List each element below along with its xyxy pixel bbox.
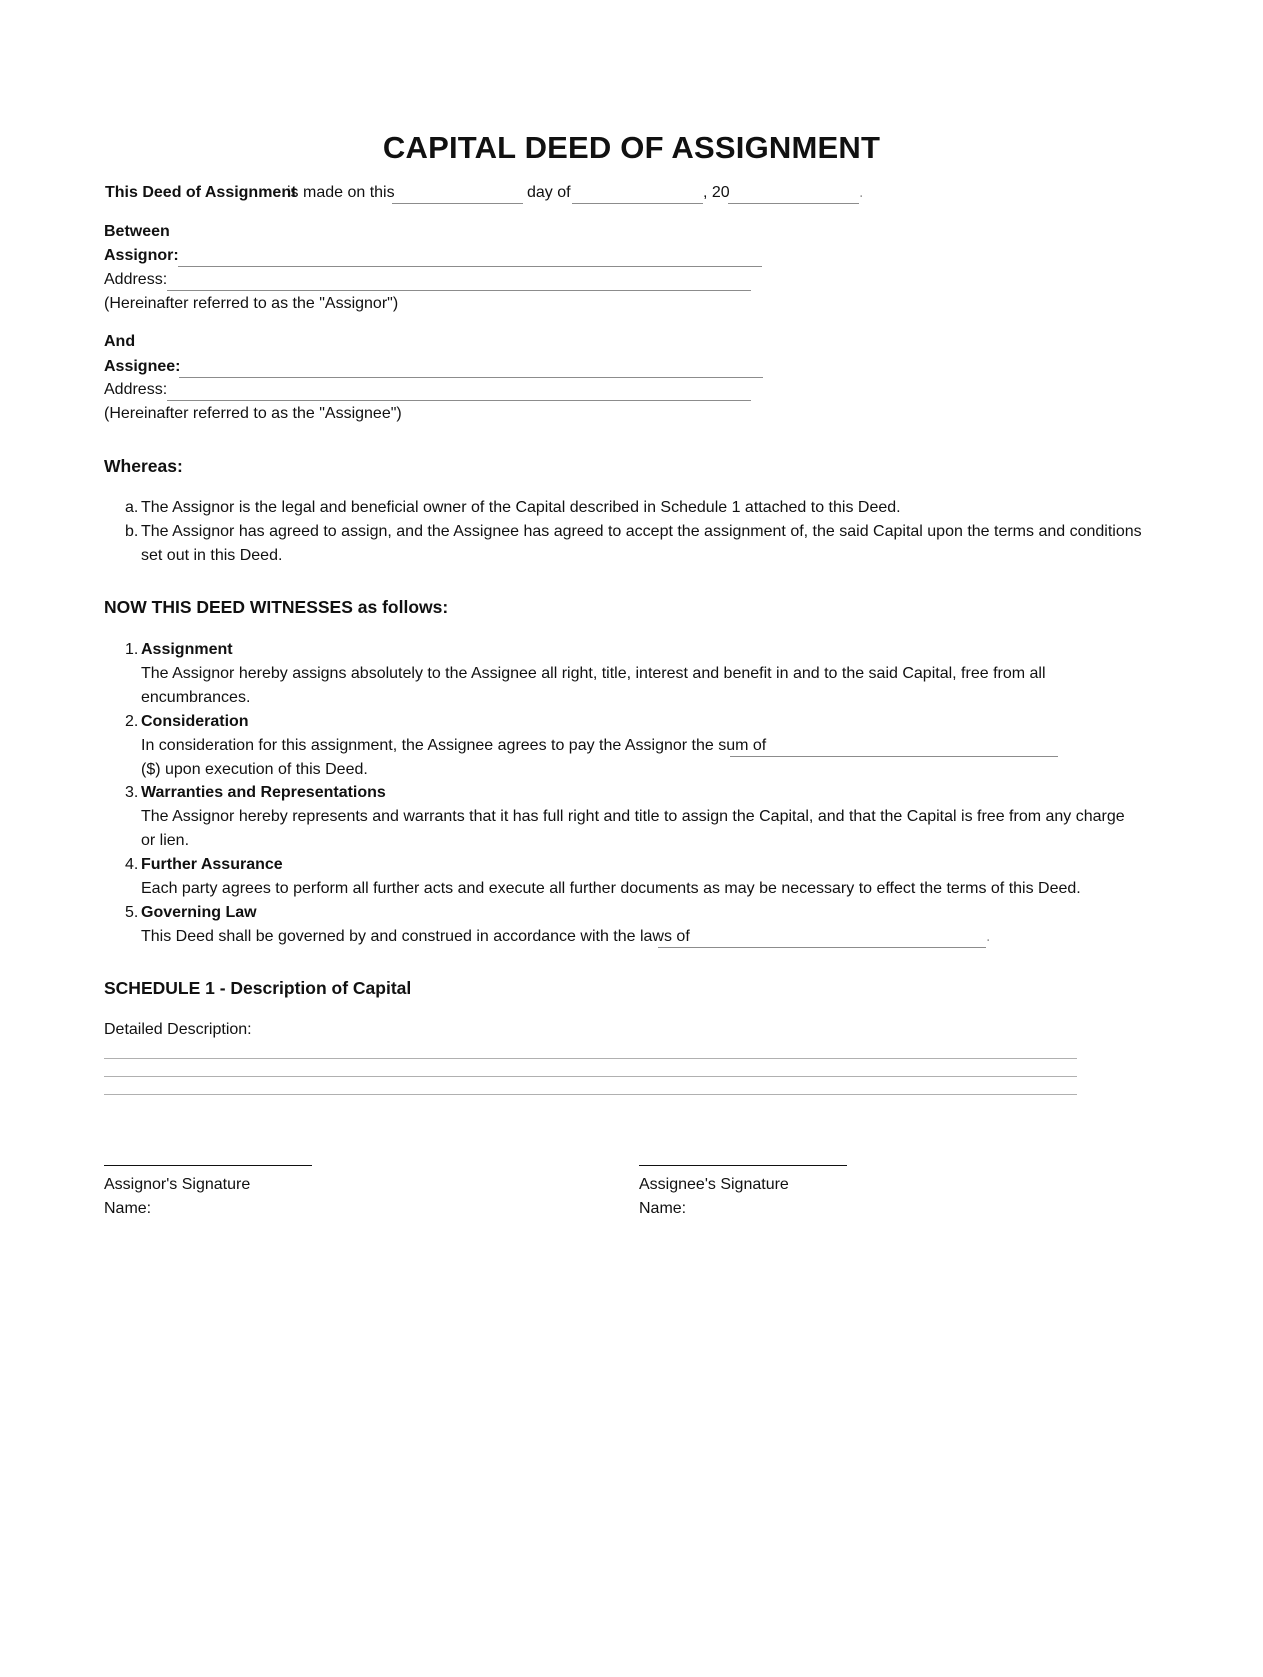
year-blank-field[interactable]: [728, 203, 859, 204]
intro-end-period: .: [859, 184, 864, 201]
clause-4-marker: 4.: [125, 856, 139, 873]
description-line-3[interactable]: [104, 1094, 1077, 1095]
clause-2-marker: 2.: [125, 713, 139, 730]
consideration-amount-field[interactable]: [730, 756, 1058, 757]
intro-bold-text: This Deed of Assignment: [105, 184, 297, 201]
clause-5-marker: 5.: [125, 904, 139, 921]
whereas-b-text-line1: The Assignor has agreed to assign, and the Assignee has agreed to accept the assignment of, the said Capital upon the terms and conditions: [141, 523, 1142, 540]
whereas-heading: Whereas:: [104, 456, 183, 476]
clause-2-title: Consideration: [141, 713, 249, 730]
clause-5-title: Governing Law: [141, 904, 257, 921]
intro-year-prefix: , 20: [703, 184, 730, 201]
description-line-1[interactable]: [104, 1058, 1077, 1059]
clause-2-text-line1: In consideration for this assignment, the Assignee agrees to pay the Assignor the sum of: [141, 737, 767, 754]
clause-5-text-line1: This Deed shall be governed by and construed in accordance with the laws of: [141, 928, 690, 945]
assignee-name-field[interactable]: [179, 377, 763, 378]
and-label: And: [104, 333, 136, 350]
clause-1-text-line1: The Assignor hereby assigns absolutely to the Assignee all right, title, interest and benefit in and to the said Capital, free from all: [141, 665, 1046, 682]
clause-4-text-line1: Each party agrees to perform all further acts and execute all further documents as may be necessary to effect the terms of this Deed.: [141, 880, 1081, 897]
assignor-signature-line[interactable]: [104, 1165, 312, 1166]
assignor-address-label: Address:: [104, 271, 168, 288]
assignor-referred-text: (Hereinafter referred to as the "Assignor"): [104, 295, 399, 312]
day-blank-field[interactable]: [392, 203, 523, 204]
clause-3-text-line1: The Assignor hereby represents and warrants that it has full right and title to assign the Capital, and that the Capital is free from any charge: [141, 808, 1125, 825]
clause-3-marker: 3.: [125, 784, 139, 801]
assignee-signature-label: Assignee's Signature: [639, 1176, 789, 1193]
clause-4-title: Further Assurance: [141, 856, 283, 873]
intro-made-on-text: is made on this: [287, 184, 395, 201]
clause-5-end-period: .: [986, 928, 991, 945]
whereas-a-text: The Assignor is the legal and beneficial owner of the Capital described in Schedule 1 attached to this Deed.: [141, 499, 901, 516]
clause-1-marker: 1.: [125, 641, 139, 658]
assignor-label: Assignor:: [104, 247, 179, 264]
description-line-2[interactable]: [104, 1076, 1077, 1077]
clause-1-title: Assignment: [141, 641, 233, 658]
assignor-name-field[interactable]: [178, 266, 762, 267]
assignee-name-label: Name:: [639, 1200, 687, 1217]
document-title: CAPITAL DEED OF ASSIGNMENT: [382, 130, 881, 165]
intro-day-of-text: day of: [527, 184, 571, 201]
assignor-address-field[interactable]: [167, 290, 751, 291]
assignee-label: Assignee:: [104, 358, 181, 375]
clause-2-text-line2: ($) upon execution of this Deed.: [141, 761, 368, 778]
assignor-signature-label: Assignor's Signature: [104, 1176, 251, 1193]
whereas-b-text-line2: set out in this Deed.: [141, 547, 283, 564]
month-blank-field[interactable]: [572, 203, 703, 204]
clause-3-title: Warranties and Representations: [141, 784, 386, 801]
schedule-heading: SCHEDULE 1 - Description of Capital: [104, 978, 412, 998]
whereas-a-marker: a.: [125, 499, 139, 516]
schedule-description-label: Detailed Description:: [104, 1021, 252, 1038]
assignee-signature-line[interactable]: [639, 1165, 847, 1166]
governing-law-field[interactable]: [658, 947, 986, 948]
assignee-address-field[interactable]: [167, 400, 751, 401]
assignor-name-label: Name:: [104, 1200, 152, 1217]
whereas-b-marker: b.: [125, 523, 139, 540]
assignee-address-label: Address:: [104, 381, 168, 398]
clause-3-text-line2: or lien.: [141, 832, 190, 849]
between-label: Between: [104, 223, 170, 240]
clause-1-text-line2: encumbrances.: [141, 689, 251, 706]
witnesses-heading: NOW THIS DEED WITNESSES as follows:: [104, 597, 449, 617]
assignee-referred-text: (Hereinafter referred to as the "Assignee"): [104, 405, 402, 422]
